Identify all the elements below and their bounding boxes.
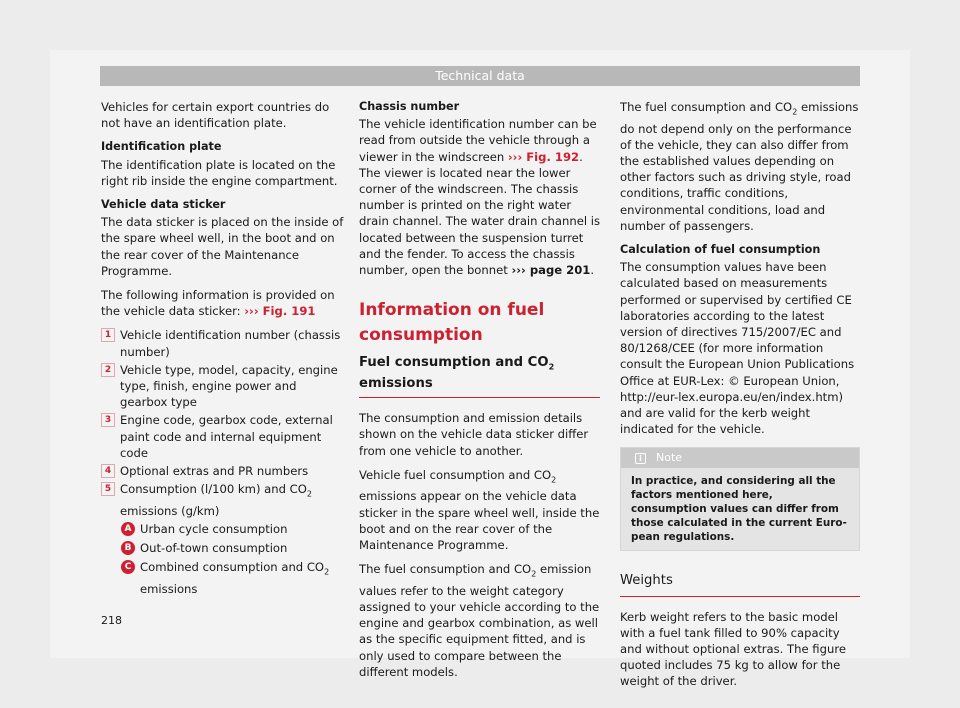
- column-3: [620, 99, 860, 698]
- list-item: [101, 463, 344, 479]
- page-header: Technical data: [100, 66, 860, 86]
- number-badge: 1: [101, 328, 115, 342]
- fig-191-link[interactable]: ››› Fig. 191: [244, 304, 316, 319]
- sub-list-item-text: Out-of-town consumption: [140, 541, 288, 556]
- list-item-text: Vehicle type, model, capacity, engine type, finish, engine power and gearbox type: [120, 362, 338, 410]
- paragraph: [620, 99, 860, 234]
- text-part: emissions: [140, 581, 198, 596]
- number-badge: 2: [101, 363, 115, 377]
- column-1: [101, 99, 344, 600]
- section-heading-fuel-consumption: Information on fuel consumption: [359, 300, 545, 346]
- text-part: emissions appear on the vehicle data sticker in the spare wheel well, inside the boot and on the rear cover of the Maintenance Programme.: [359, 489, 600, 553]
- subscript: 2: [548, 362, 555, 372]
- list-item-text: Vehicle identification number (chassis number): [120, 328, 341, 359]
- text-part: emissions do not depend only on the performance of the vehicle, they can also differ from the established values depending on other factors such as driving style, road conditions, traffic conditions, environmental conditions, load and number of passengers.: [620, 100, 859, 233]
- text-part: Vehicle fuel consumption and CO: [359, 467, 552, 482]
- subheading-vehicle-data-sticker: Vehicle data sticker: [101, 198, 226, 212]
- paragraph-text: The following information is provided on the vehicle data sticker:: [101, 288, 335, 319]
- note-header: [621, 448, 859, 468]
- paragraph: [359, 116, 600, 278]
- list-item-text: Optional extras and PR numbers: [120, 464, 309, 479]
- column-2: [359, 99, 600, 688]
- number-badge: 3: [101, 413, 115, 427]
- heading-text: emissions: [359, 376, 433, 392]
- page-number: 218: [101, 614, 122, 627]
- list-item: [101, 327, 344, 359]
- subscript: 2: [306, 489, 312, 499]
- note-title: Note: [656, 451, 683, 465]
- text-part: Combined consumption and CO: [140, 560, 325, 575]
- number-badge: 5: [101, 482, 115, 496]
- list-item: [101, 362, 344, 411]
- subscript: 2: [531, 569, 537, 579]
- text-part: Consumption (l/100 km) and CO: [120, 482, 307, 497]
- list-item: [101, 412, 344, 461]
- note-text: In practice, and considering all the factors mentioned here, consumption values can differ from those calculated in the current European regulations.: [631, 475, 847, 544]
- subheading-chassis-number: Chassis number: [359, 100, 460, 113]
- text-part: emission values refer to the weight category assigned to your vehicle according to the engine and gearbox combination, as well as the specific equipment fitted, and is only used to compare between the different models.: [359, 562, 600, 679]
- list-item-text: Engine code, gearbox code, external paint code and internal equipment code: [120, 413, 333, 460]
- subsection-heading-fuel-emissions: [359, 355, 600, 398]
- section-heading-weights: Weights: [620, 573, 860, 596]
- subheading-identification-plate: Identification plate: [101, 140, 222, 154]
- text-part: . The viewer is located near the lower corner of the windscreen. The chassis number is printed on the right water drain channel. The water drain channel is located between the suspension turret and the fender. To access the chassis number, open the bonnet: [359, 149, 601, 278]
- sub-list-item: [121, 521, 344, 537]
- fig-192-link[interactable]: ››› Fig. 192: [507, 149, 580, 164]
- subheading-calculation: Calculation of fuel consumption: [620, 242, 821, 256]
- list-item: [101, 481, 344, 519]
- paragraph: The consumption and emission details shown on the vehicle data sticker differ from one vehicle to another.: [359, 411, 589, 458]
- info-icon: i: [635, 453, 646, 464]
- note-box: [620, 447, 860, 551]
- sub-list-item: [121, 540, 344, 556]
- sub-list-item-text: Urban cycle consumption: [140, 521, 288, 536]
- letter-badge: A: [121, 522, 135, 536]
- subscript: 2: [324, 567, 330, 577]
- sub-list-item-text: [140, 559, 344, 597]
- subscript: 2: [792, 107, 798, 117]
- text-part: .: [590, 263, 595, 278]
- paragraph: [359, 561, 600, 680]
- letter-badge: B: [121, 541, 135, 555]
- list-item-text: [120, 481, 344, 519]
- sub-list-item: [121, 559, 344, 597]
- paragraph: Vehicles for certain export countries do not have an identification plate.: [101, 100, 330, 131]
- paragraph: Kerb weight refers to the basic model with a fuel tank filled to 90% capacity and without optional extras. The figure quoted includes 75 kg to allow for the weight of the driver.: [620, 609, 846, 689]
- subscript: 2: [551, 475, 557, 485]
- number-badge: 4: [101, 464, 115, 478]
- paragraph: [359, 467, 600, 553]
- text-part: emissions (g/km): [120, 503, 220, 518]
- paragraph: The data sticker is placed on the inside of the spare wheel well, in the boot and on the rear cover of the Maintenance Programme.: [101, 215, 344, 278]
- text-part: The fuel consumption and CO: [620, 100, 793, 114]
- page-201-link[interactable]: ››› page 201: [511, 263, 591, 278]
- paragraph: The identification plate is located on the right rib inside the engine compartment.: [101, 157, 338, 188]
- text-part: The fuel consumption and CO: [359, 562, 532, 577]
- letter-badge: C: [121, 560, 135, 574]
- text-part: The vehicle identification number can be read from outside the vehicle through a viewer in the windscreen: [359, 117, 597, 164]
- paragraph: The consumption values have been calculated based on measurements performed or supervised by certified CE laboratories according to the latest version of directives 715/2007/EC and 80/1268/CEE (for more information consult the European Union Publications Office at EUR-Lex: © European Union, http://eur-lex.europa.eu/en/index.htm) and are valid for the kerb weight indicated for the vehicle.: [620, 260, 855, 437]
- paragraph: [101, 287, 344, 319]
- heading-text: Fuel consumption and CO: [359, 355, 549, 371]
